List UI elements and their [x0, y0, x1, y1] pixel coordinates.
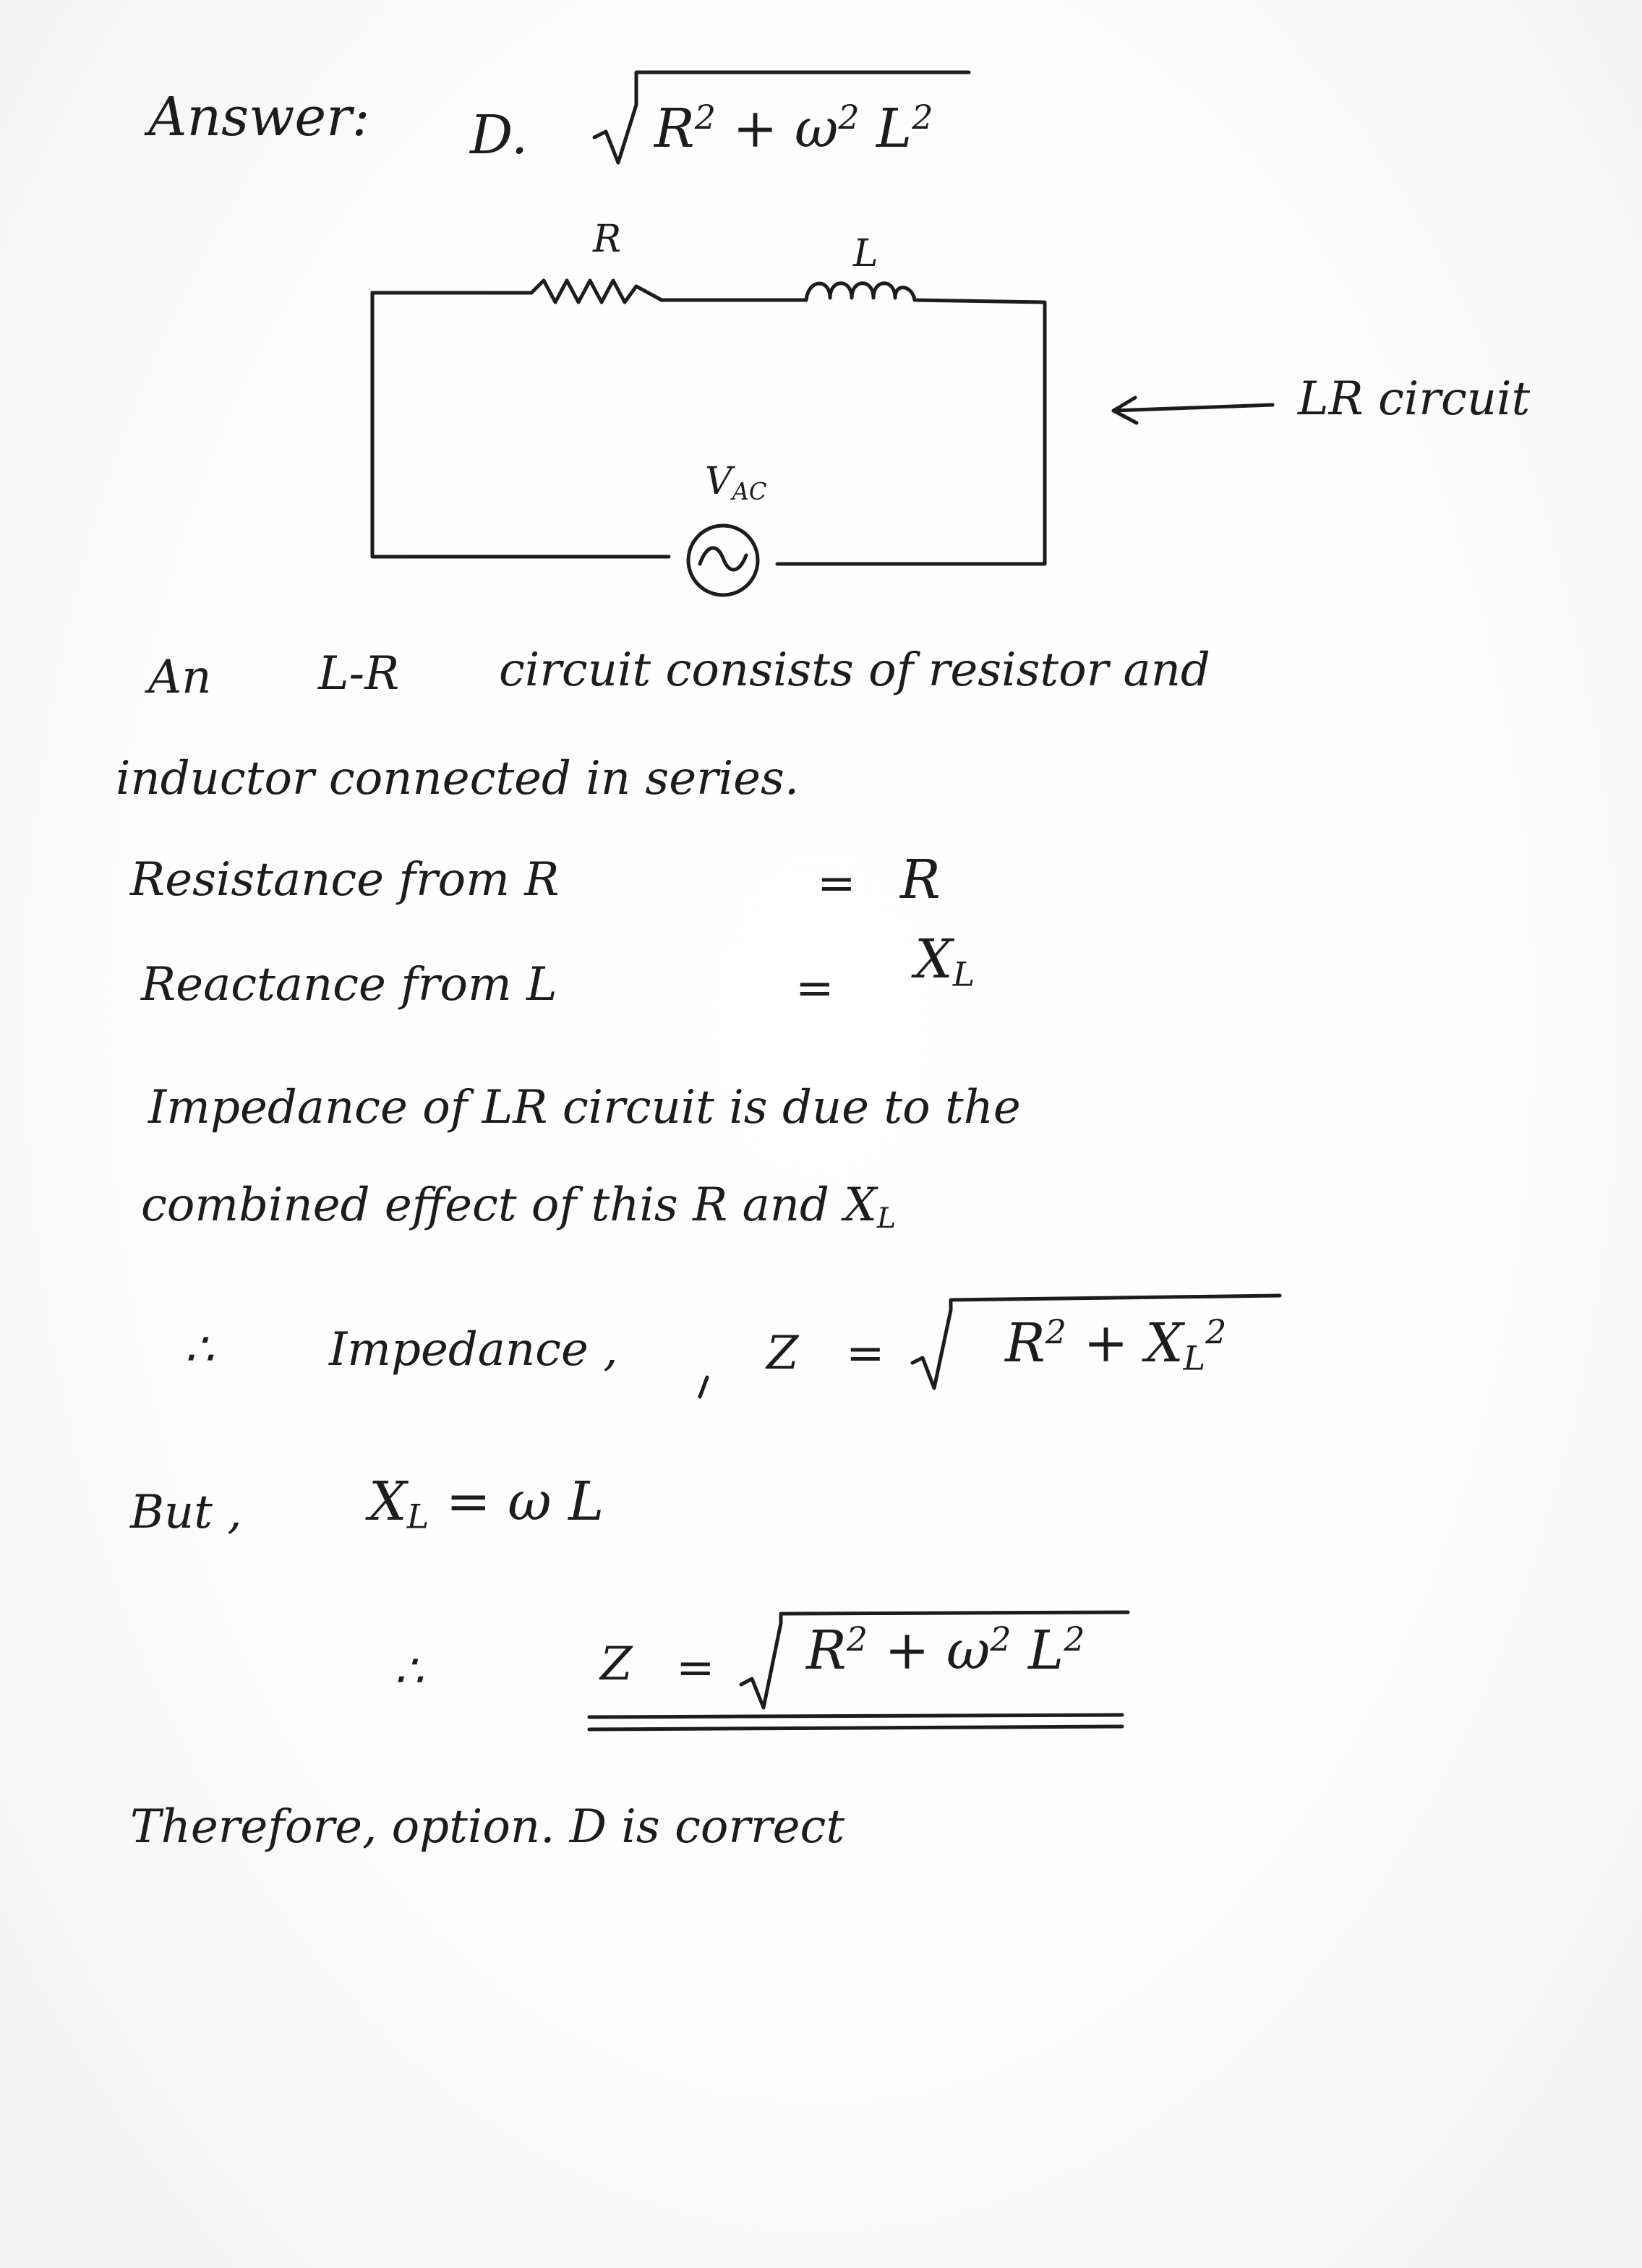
- answer-r: R: [654, 98, 695, 161]
- impedance-line1: Impedance of LR circuit is due to the: [148, 1081, 1021, 1134]
- resistance-equals: =: [817, 857, 856, 910]
- final-r-power: 2: [846, 1619, 868, 1659]
- conclusion-text: Therefore, option. D is correct: [130, 1800, 845, 1854]
- impedance-r: R: [1005, 1312, 1046, 1375]
- answer-plus: +: [732, 98, 778, 161]
- final-omega-power: 2: [990, 1619, 1012, 1659]
- ac-source-wave: [700, 548, 746, 570]
- resistor-label: R: [593, 218, 622, 261]
- resistor-zigzag: [531, 281, 662, 302]
- final-plus: +: [884, 1619, 930, 1682]
- final-radical-sign: [741, 1612, 1128, 1708]
- answer-label: Answer:: [148, 86, 370, 148]
- impedance-radical-sign: [912, 1296, 1280, 1388]
- lr-arrow-line: [1113, 405, 1273, 411]
- answer-omega: ω: [794, 98, 839, 161]
- reactance-equals: =: [795, 962, 834, 1015]
- impedance-x: X: [1145, 1312, 1184, 1375]
- line1-lr: L-R: [318, 647, 400, 701]
- reactance-sub: L: [952, 954, 975, 994]
- line1-an: An: [148, 651, 212, 704]
- xl-sub: L: [406, 1497, 429, 1536]
- xl-x: X: [369, 1471, 407, 1533]
- equals-2: =: [676, 1641, 715, 1695]
- resistance-label: Resistance from R: [130, 853, 560, 907]
- reactance-label: Reactance from L: [141, 958, 557, 1011]
- final-l: L: [1028, 1619, 1064, 1682]
- line2-text: inductor connected in series.: [116, 752, 800, 805]
- circuit-left-wire: [372, 293, 669, 557]
- inductor-label: L: [853, 232, 878, 275]
- circuit-note: LR circuit: [1298, 372, 1531, 426]
- reactance-x: X: [915, 928, 953, 990]
- therefore-symbol-1: ∴: [184, 1323, 214, 1377]
- source-label-sub: AC: [732, 478, 767, 506]
- impedance-x-sub: L: [1183, 1338, 1206, 1378]
- source-label-main: V: [705, 460, 732, 503]
- answer-option: D.: [470, 104, 529, 166]
- line1-rest: circuit consists of resistor and: [499, 643, 1210, 697]
- answer-radical-sign: [594, 72, 969, 163]
- impedance-word: Impedance ,: [329, 1323, 618, 1377]
- impedance-plus: +: [1083, 1312, 1129, 1375]
- impedance-comma: [700, 1377, 707, 1397]
- answer-l-power: 2: [912, 98, 933, 137]
- answer-l: L: [876, 98, 912, 161]
- circuit-top-right-wire: [777, 300, 1045, 564]
- z-symbol-2: Z: [600, 1638, 633, 1691]
- therefore-symbol-2: ∴: [394, 1645, 424, 1698]
- equals-1: =: [846, 1327, 885, 1380]
- answer-omega-power: 2: [838, 98, 860, 137]
- final-l-power: 2: [1064, 1619, 1085, 1659]
- xl-right: = ω L: [445, 1471, 604, 1533]
- final-r: R: [806, 1619, 847, 1682]
- final-underline-2: [589, 1726, 1122, 1729]
- final-underline-1: [589, 1715, 1122, 1717]
- resistance-value: R: [900, 849, 941, 911]
- impedance-x-power: 2: [1205, 1312, 1227, 1351]
- inductor-coils: [806, 283, 915, 300]
- z-symbol-1: Z: [766, 1327, 799, 1380]
- but-word: But ,: [130, 1486, 242, 1539]
- impedance-line2-text: combined effect of this R and X: [141, 1178, 877, 1232]
- impedance-line2-sub: L: [876, 1201, 897, 1235]
- answer-r-power: 2: [694, 98, 716, 137]
- impedance-r-power: 2: [1045, 1312, 1066, 1351]
- final-omega: ω: [946, 1619, 991, 1682]
